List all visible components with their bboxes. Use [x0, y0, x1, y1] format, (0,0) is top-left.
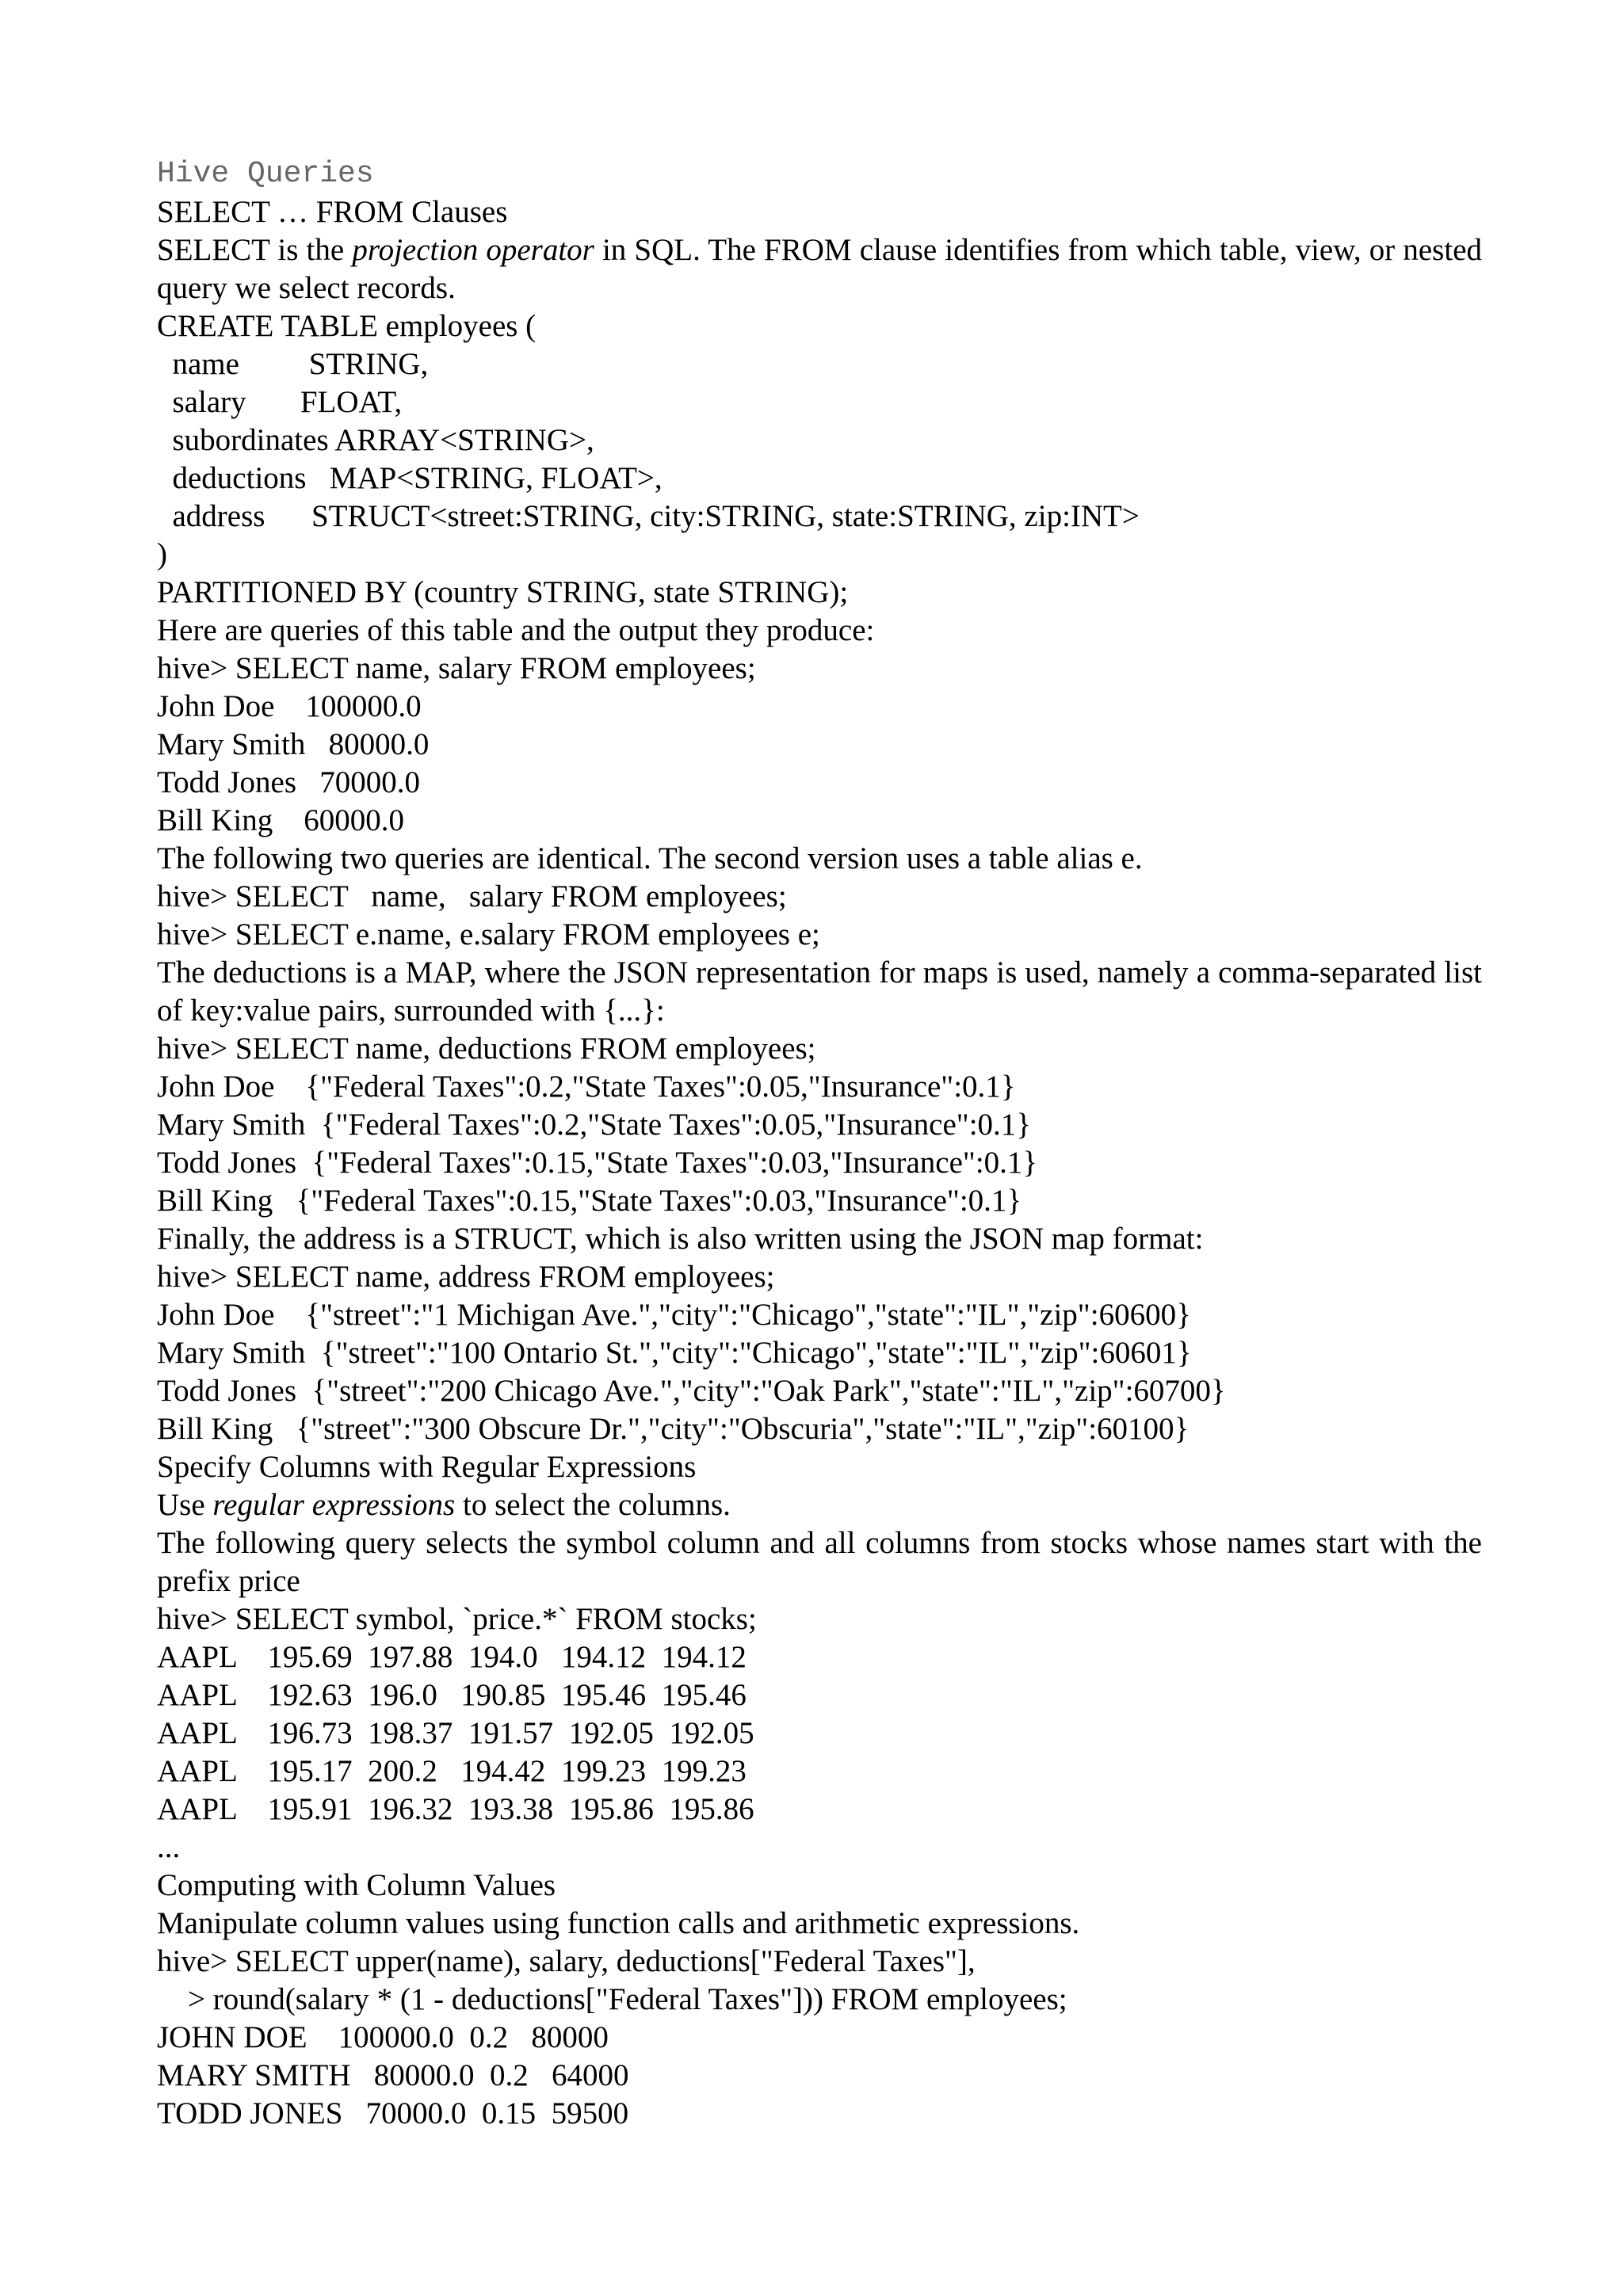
output-row: MARY SMITH 80000.0 0.2 64000 [157, 2058, 629, 2092]
output-row: AAPL 192.63 196.0 190.85 195.46 195.46 [157, 1678, 747, 1712]
output-row: John Doe 100000.0 [157, 689, 422, 723]
paragraph: The deductions is a MAP, where the JSON representation for maps is used, namely a comma-separated list of key:value pairs, surrounded with {...}: [157, 955, 1482, 1028]
query-line: hive> SELECT e.name, e.salary FROM employees e; [157, 917, 820, 952]
query-line: hive> SELECT symbol, `price.*` FROM stocks; [157, 1602, 757, 1636]
output-row: Mary Smith 80000.0 [157, 727, 430, 761]
code-line: deductions MAP<STRING, FLOAT>, [157, 461, 663, 495]
output-row: Todd Jones 70000.0 [157, 765, 421, 799]
paragraph: Finally, the address is a STRUCT, which is also written using the JSON map format: [157, 1222, 1204, 1256]
paragraph: Here are queries of this table and the output they produce: [157, 613, 875, 647]
code-line: PARTITIONED BY (country STRING, state STRING); [157, 575, 849, 609]
output-row: John Doe {"street":"1 Michigan Ave.","city":"Chicago","state":"IL","zip":60600} [157, 1298, 1191, 1332]
code-line: CREATE TABLE employees ( [157, 309, 537, 343]
query-output [157, 2019, 1482, 2133]
section-heading: SELECT … FROM Clauses [157, 195, 508, 229]
query-output [157, 1296, 1482, 1448]
section-heading: Specify Columns with Regular Expressions [157, 1450, 697, 1484]
code-line: salary FLOAT, [157, 385, 403, 419]
output-row: TODD JONES 70000.0 0.15 59500 [157, 2096, 629, 2130]
code-line: ) [157, 537, 167, 571]
paragraph: The following query selects the symbol column and all columns from stocks whose names start with the prefix price [157, 1526, 1482, 1598]
output-row: Mary Smith {"Federal Taxes":0.2,"State Taxes":0.05,"Insurance":0.1} [157, 1108, 1032, 1142]
query-line: hive> SELECT name, deductions FROM employees; [157, 1032, 816, 1066]
query-line: hive> SELECT upper(name), salary, deductions["Federal Taxes"], [157, 1944, 976, 1978]
section-heading: Computing with Column Values [157, 1868, 556, 1902]
doc-title: Hive Queries [157, 157, 374, 191]
query-output [157, 1068, 1482, 1220]
paragraph: SELECT is the projection operator in SQL. The FROM clause identifies from which table, view, or nested query we select records. [157, 233, 1483, 305]
ellipsis: ... [157, 1830, 181, 1864]
code-line: subordinates ARRAY<STRING>, [157, 423, 594, 457]
paragraph: Use regular expressions to select the columns. [157, 1488, 731, 1522]
output-row: Todd Jones {"street":"200 Chicago Ave.","city":"Oak Park","state":"IL","zip":60700} [157, 1374, 1226, 1408]
output-row: Todd Jones {"Federal Taxes":0.15,"State Taxes":0.03,"Insurance":0.1} [157, 1146, 1038, 1180]
output-row: AAPL 195.17 200.2 194.42 199.23 199.23 [157, 1754, 747, 1788]
output-row: Bill King {"street":"300 Obscure Dr.","city":"Obscuria","state":"IL","zip":60100} [157, 1412, 1190, 1446]
document-body [157, 155, 1482, 2133]
emphasis: regular expressions [212, 1488, 456, 1522]
query-line: > round(salary * (1 - deductions["Federal Taxes"])) FROM employees; [157, 1982, 1067, 2016]
output-row: JOHN DOE 100000.0 0.2 80000 [157, 2020, 609, 2054]
output-row: Mary Smith {"street":"100 Ontario St.","city":"Chicago","state":"IL","zip":60601} [157, 1336, 1192, 1370]
emphasis: projection operator [352, 233, 594, 267]
output-row: AAPL 195.69 197.88 194.0 194.12 194.12 [157, 1640, 747, 1674]
output-row: AAPL 195.91 196.32 193.38 195.86 195.86 [157, 1792, 754, 1826]
paragraph: The following two queries are identical. The second version uses a table alias e. [157, 841, 1143, 875]
output-row: AAPL 196.73 198.37 191.57 192.05 192.05 [157, 1716, 754, 1750]
query-line: hive> SELECT name, salary FROM employees; [157, 879, 787, 913]
output-row: Bill King 60000.0 [157, 803, 405, 837]
code-line: name STRING, [157, 347, 429, 381]
query-line: hive> SELECT name, address FROM employees; [157, 1260, 775, 1294]
code-line: address STRUCT<street:STRING, city:STRING, state:STRING, zip:INT> [157, 499, 1140, 533]
output-row: Bill King {"Federal Taxes":0.15,"State Taxes":0.03,"Insurance":0.1} [157, 1184, 1022, 1218]
output-row: John Doe {"Federal Taxes":0.2,"State Taxes":0.05,"Insurance":0.1} [157, 1070, 1016, 1104]
code-block [157, 307, 1482, 612]
query-output [157, 688, 1482, 840]
query-output [157, 1638, 1482, 1829]
query-line: hive> SELECT name, salary FROM employees; [157, 651, 756, 685]
paragraph: Manipulate column values using function calls and arithmetic expressions. [157, 1906, 1080, 1940]
